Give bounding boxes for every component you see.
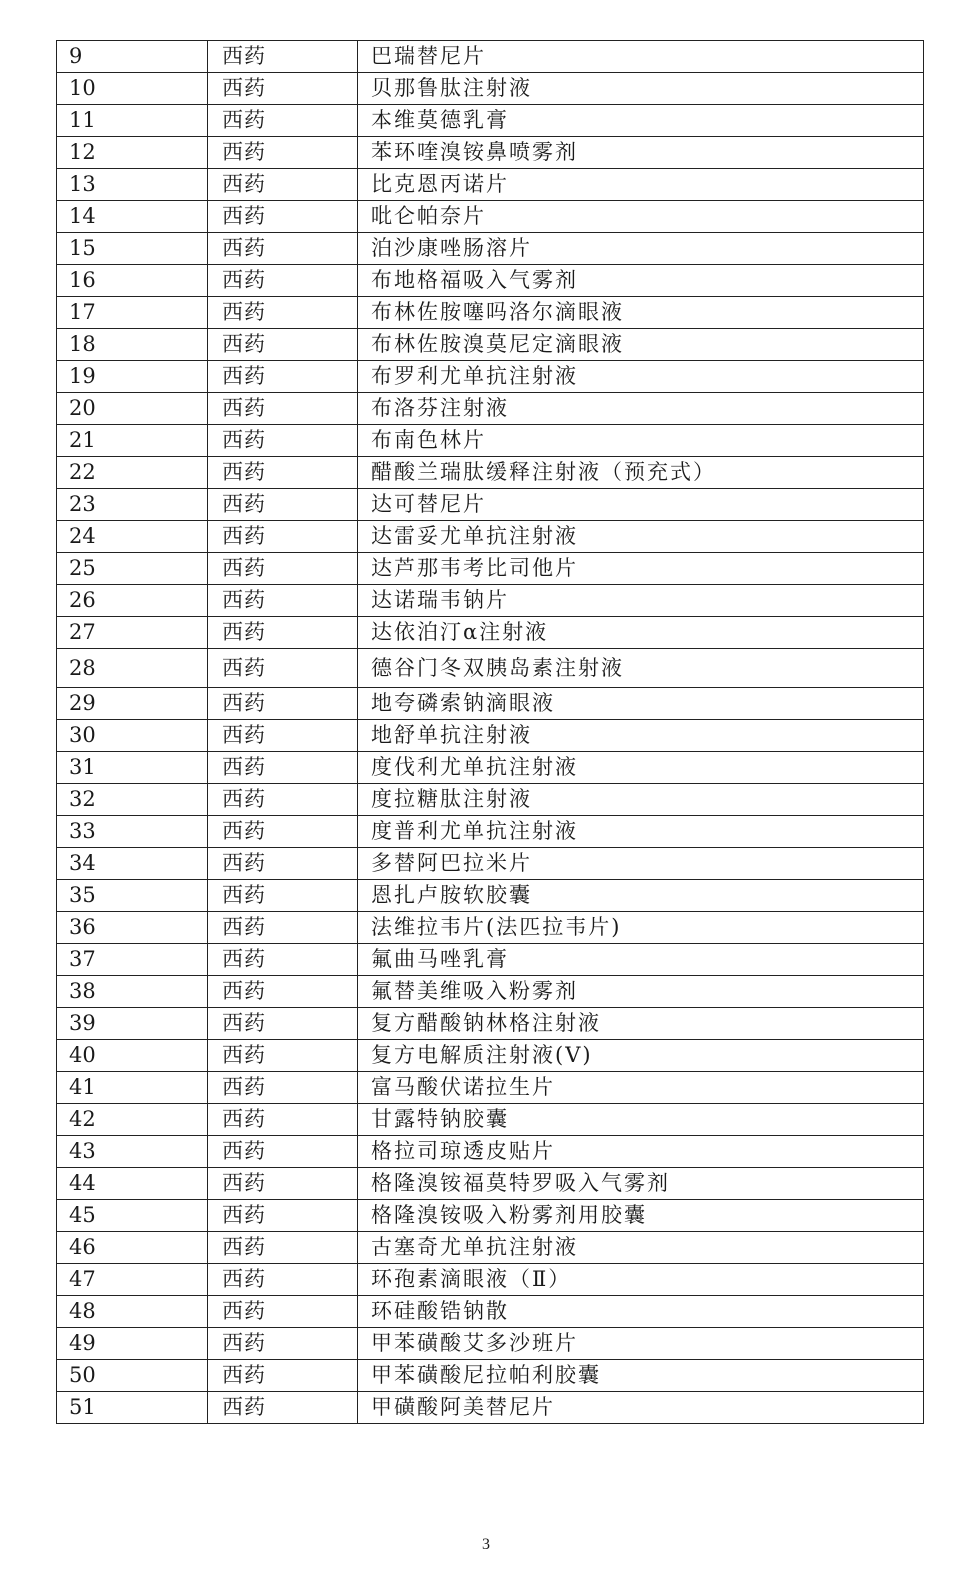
category-cell: 西药 — [208, 1040, 358, 1072]
row-number-cell: 43 — [57, 1136, 208, 1168]
table-row — [57, 1136, 924, 1168]
row-number-cell: 41 — [57, 1072, 208, 1104]
row-number-cell: 28 — [57, 649, 208, 688]
row-number-cell: 49 — [57, 1328, 208, 1360]
table-row — [57, 585, 924, 617]
drug-name-cell: 布南色林片 — [358, 425, 924, 457]
row-number-cell: 40 — [57, 1040, 208, 1072]
row-number-cell: 31 — [57, 752, 208, 784]
category-cell: 西药 — [208, 265, 358, 297]
category-cell: 西药 — [208, 880, 358, 912]
category-cell: 西药 — [208, 912, 358, 944]
row-number-cell: 18 — [57, 329, 208, 361]
drug-name-cell: 氟替美维吸入粉雾剂 — [358, 976, 924, 1008]
row-number-cell: 47 — [57, 1264, 208, 1296]
drug-name-cell: 复方电解质注射液(V) — [358, 1040, 924, 1072]
category-cell: 西药 — [208, 233, 358, 265]
category-cell: 西药 — [208, 553, 358, 585]
table-row — [57, 784, 924, 816]
drug-name-cell: 格拉司琼透皮贴片 — [358, 1136, 924, 1168]
drug-name-cell: 甲苯磺酸艾多沙班片 — [358, 1328, 924, 1360]
category-cell: 西药 — [208, 489, 358, 521]
page-number: 3 — [482, 1536, 490, 1553]
table-row — [57, 329, 924, 361]
category-cell: 西药 — [208, 297, 358, 329]
drug-name-cell: 地舒单抗注射液 — [358, 720, 924, 752]
row-number-cell: 14 — [57, 201, 208, 233]
row-number-cell: 36 — [57, 912, 208, 944]
category-cell: 西药 — [208, 816, 358, 848]
table-row — [57, 105, 924, 137]
row-number-cell: 13 — [57, 169, 208, 201]
category-cell: 西药 — [208, 1328, 358, 1360]
category-cell: 西药 — [208, 1360, 358, 1392]
drug-name-cell: 布林佐胺噻吗洛尔滴眼液 — [358, 297, 924, 329]
category-cell: 西药 — [208, 457, 358, 489]
drug-name-cell: 复方醋酸钠林格注射液 — [358, 1008, 924, 1040]
drug-name-cell: 度拉糖肽注射液 — [358, 784, 924, 816]
table-row — [57, 137, 924, 169]
drug-name-cell: 法维拉韦片(法匹拉韦片) — [358, 912, 924, 944]
drug-name-cell: 达可替尼片 — [358, 489, 924, 521]
row-number-cell: 35 — [57, 880, 208, 912]
table-row — [57, 1296, 924, 1328]
table-row — [57, 521, 924, 553]
drug-name-cell: 古塞奇尤单抗注射液 — [358, 1232, 924, 1264]
table-row — [57, 1328, 924, 1360]
table-row — [57, 880, 924, 912]
row-number-cell: 50 — [57, 1360, 208, 1392]
row-number-cell: 45 — [57, 1200, 208, 1232]
row-number-cell: 25 — [57, 553, 208, 585]
drug-name-cell: 恩扎卢胺软胶囊 — [358, 880, 924, 912]
drug-name-cell: 布地格福吸入气雾剂 — [358, 265, 924, 297]
table-row — [57, 489, 924, 521]
table-row — [57, 688, 924, 720]
drug-name-cell: 本维莫德乳膏 — [358, 105, 924, 137]
table-row — [57, 393, 924, 425]
category-cell: 西药 — [208, 752, 358, 784]
category-cell: 西药 — [208, 649, 358, 688]
row-number-cell: 10 — [57, 73, 208, 105]
row-number-cell: 46 — [57, 1232, 208, 1264]
category-cell: 西药 — [208, 73, 358, 105]
category-cell: 西药 — [208, 617, 358, 649]
category-cell: 西药 — [208, 688, 358, 720]
row-number-cell: 32 — [57, 784, 208, 816]
drug-name-cell: 达诺瑞韦钠片 — [358, 585, 924, 617]
drug-name-cell: 度普利尤单抗注射液 — [358, 816, 924, 848]
row-number-cell: 23 — [57, 489, 208, 521]
row-number-cell: 39 — [57, 1008, 208, 1040]
table-row — [57, 1104, 924, 1136]
row-number-cell: 33 — [57, 816, 208, 848]
drug-name-cell: 多替阿巴拉米片 — [358, 848, 924, 880]
row-number-cell: 27 — [57, 617, 208, 649]
row-number-cell: 38 — [57, 976, 208, 1008]
row-number-cell: 37 — [57, 944, 208, 976]
drug-name-cell: 布林佐胺溴莫尼定滴眼液 — [358, 329, 924, 361]
drug-list-body — [57, 41, 924, 1424]
table-row — [57, 1168, 924, 1200]
category-cell: 西药 — [208, 329, 358, 361]
table-row — [57, 912, 924, 944]
category-cell: 西药 — [208, 425, 358, 457]
drug-name-cell: 度伐利尤单抗注射液 — [358, 752, 924, 784]
category-cell: 西药 — [208, 585, 358, 617]
drug-name-cell: 布罗利尤单抗注射液 — [358, 361, 924, 393]
table-row — [57, 361, 924, 393]
row-number-cell: 22 — [57, 457, 208, 489]
drug-name-cell: 甲苯磺酸尼拉帕利胶囊 — [358, 1360, 924, 1392]
table-row — [57, 848, 924, 880]
table-row — [57, 265, 924, 297]
row-number-cell: 21 — [57, 425, 208, 457]
table-row — [57, 457, 924, 489]
drug-name-cell: 贝那鲁肽注射液 — [358, 73, 924, 105]
row-number-cell: 12 — [57, 137, 208, 169]
drug-name-cell: 泊沙康唑肠溶片 — [358, 233, 924, 265]
category-cell: 西药 — [208, 1232, 358, 1264]
table-row — [57, 1264, 924, 1296]
drug-name-cell: 甲磺酸阿美替尼片 — [358, 1392, 924, 1424]
row-number-cell: 29 — [57, 688, 208, 720]
row-number-cell: 19 — [57, 361, 208, 393]
row-number-cell: 42 — [57, 1104, 208, 1136]
row-number-cell: 9 — [57, 41, 208, 73]
category-cell: 西药 — [208, 720, 358, 752]
category-cell: 西药 — [208, 1104, 358, 1136]
drug-name-cell: 德谷门冬双胰岛素注射液 — [358, 649, 924, 688]
category-cell: 西药 — [208, 1200, 358, 1232]
table-row — [57, 617, 924, 649]
drug-name-cell: 地夸磷索钠滴眼液 — [358, 688, 924, 720]
row-number-cell: 16 — [57, 265, 208, 297]
category-cell: 西药 — [208, 1264, 358, 1296]
table-row — [57, 425, 924, 457]
drug-name-cell: 比克恩丙诺片 — [358, 169, 924, 201]
category-cell: 西药 — [208, 784, 358, 816]
drug-list-table — [56, 40, 924, 1424]
category-cell: 西药 — [208, 393, 358, 425]
drug-name-cell: 格隆溴铵吸入粉雾剂用胶囊 — [358, 1200, 924, 1232]
category-cell: 西药 — [208, 201, 358, 233]
drug-name-cell: 苯环喹溴铵鼻喷雾剂 — [358, 137, 924, 169]
table-row — [57, 1072, 924, 1104]
drug-name-cell: 布洛芬注射液 — [358, 393, 924, 425]
table-row — [57, 73, 924, 105]
table-row — [57, 1392, 924, 1424]
table-row — [57, 201, 924, 233]
drug-name-cell: 环孢素滴眼液（Ⅱ） — [358, 1264, 924, 1296]
table-row — [57, 720, 924, 752]
drug-name-cell: 达芦那韦考比司他片 — [358, 553, 924, 585]
row-number-cell: 26 — [57, 585, 208, 617]
table-row — [57, 169, 924, 201]
drug-name-cell: 富马酸伏诺拉生片 — [358, 1072, 924, 1104]
table-row — [57, 944, 924, 976]
drug-name-cell: 氟曲马唑乳膏 — [358, 944, 924, 976]
category-cell: 西药 — [208, 1168, 358, 1200]
row-number-cell: 20 — [57, 393, 208, 425]
category-cell: 西药 — [208, 41, 358, 73]
row-number-cell: 34 — [57, 848, 208, 880]
table-row — [57, 649, 924, 688]
row-number-cell: 51 — [57, 1392, 208, 1424]
category-cell: 西药 — [208, 521, 358, 553]
table-row — [57, 1008, 924, 1040]
category-cell: 西药 — [208, 137, 358, 169]
drug-name-cell: 达雷妥尤单抗注射液 — [358, 521, 924, 553]
category-cell: 西药 — [208, 1392, 358, 1424]
table-row — [57, 1200, 924, 1232]
drug-name-cell: 甘露特钠胶囊 — [358, 1104, 924, 1136]
category-cell: 西药 — [208, 1072, 358, 1104]
row-number-cell: 11 — [57, 105, 208, 137]
row-number-cell: 48 — [57, 1296, 208, 1328]
category-cell: 西药 — [208, 944, 358, 976]
table-row — [57, 976, 924, 1008]
table-row — [57, 1232, 924, 1264]
category-cell: 西药 — [208, 361, 358, 393]
row-number-cell: 24 — [57, 521, 208, 553]
category-cell: 西药 — [208, 1008, 358, 1040]
drug-name-cell: 巴瑞替尼片 — [358, 41, 924, 73]
category-cell: 西药 — [208, 169, 358, 201]
row-number-cell: 15 — [57, 233, 208, 265]
category-cell: 西药 — [208, 848, 358, 880]
table-row — [57, 1360, 924, 1392]
category-cell: 西药 — [208, 1136, 358, 1168]
table-row — [57, 297, 924, 329]
drug-name-cell: 吡仑帕奈片 — [358, 201, 924, 233]
table-row — [57, 41, 924, 73]
row-number-cell: 30 — [57, 720, 208, 752]
category-cell: 西药 — [208, 976, 358, 1008]
table-row — [57, 233, 924, 265]
table-row — [57, 1040, 924, 1072]
table-row — [57, 816, 924, 848]
category-cell: 西药 — [208, 105, 358, 137]
drug-name-cell: 格隆溴铵福莫特罗吸入气雾剂 — [358, 1168, 924, 1200]
table-row — [57, 553, 924, 585]
table-row — [57, 752, 924, 784]
drug-name-cell: 环硅酸锆钠散 — [358, 1296, 924, 1328]
drug-name-cell: 醋酸兰瑞肽缓释注射液（预充式） — [358, 457, 924, 489]
row-number-cell: 44 — [57, 1168, 208, 1200]
category-cell: 西药 — [208, 1296, 358, 1328]
drug-name-cell: 达依泊汀α注射液 — [358, 617, 924, 649]
row-number-cell: 17 — [57, 297, 208, 329]
